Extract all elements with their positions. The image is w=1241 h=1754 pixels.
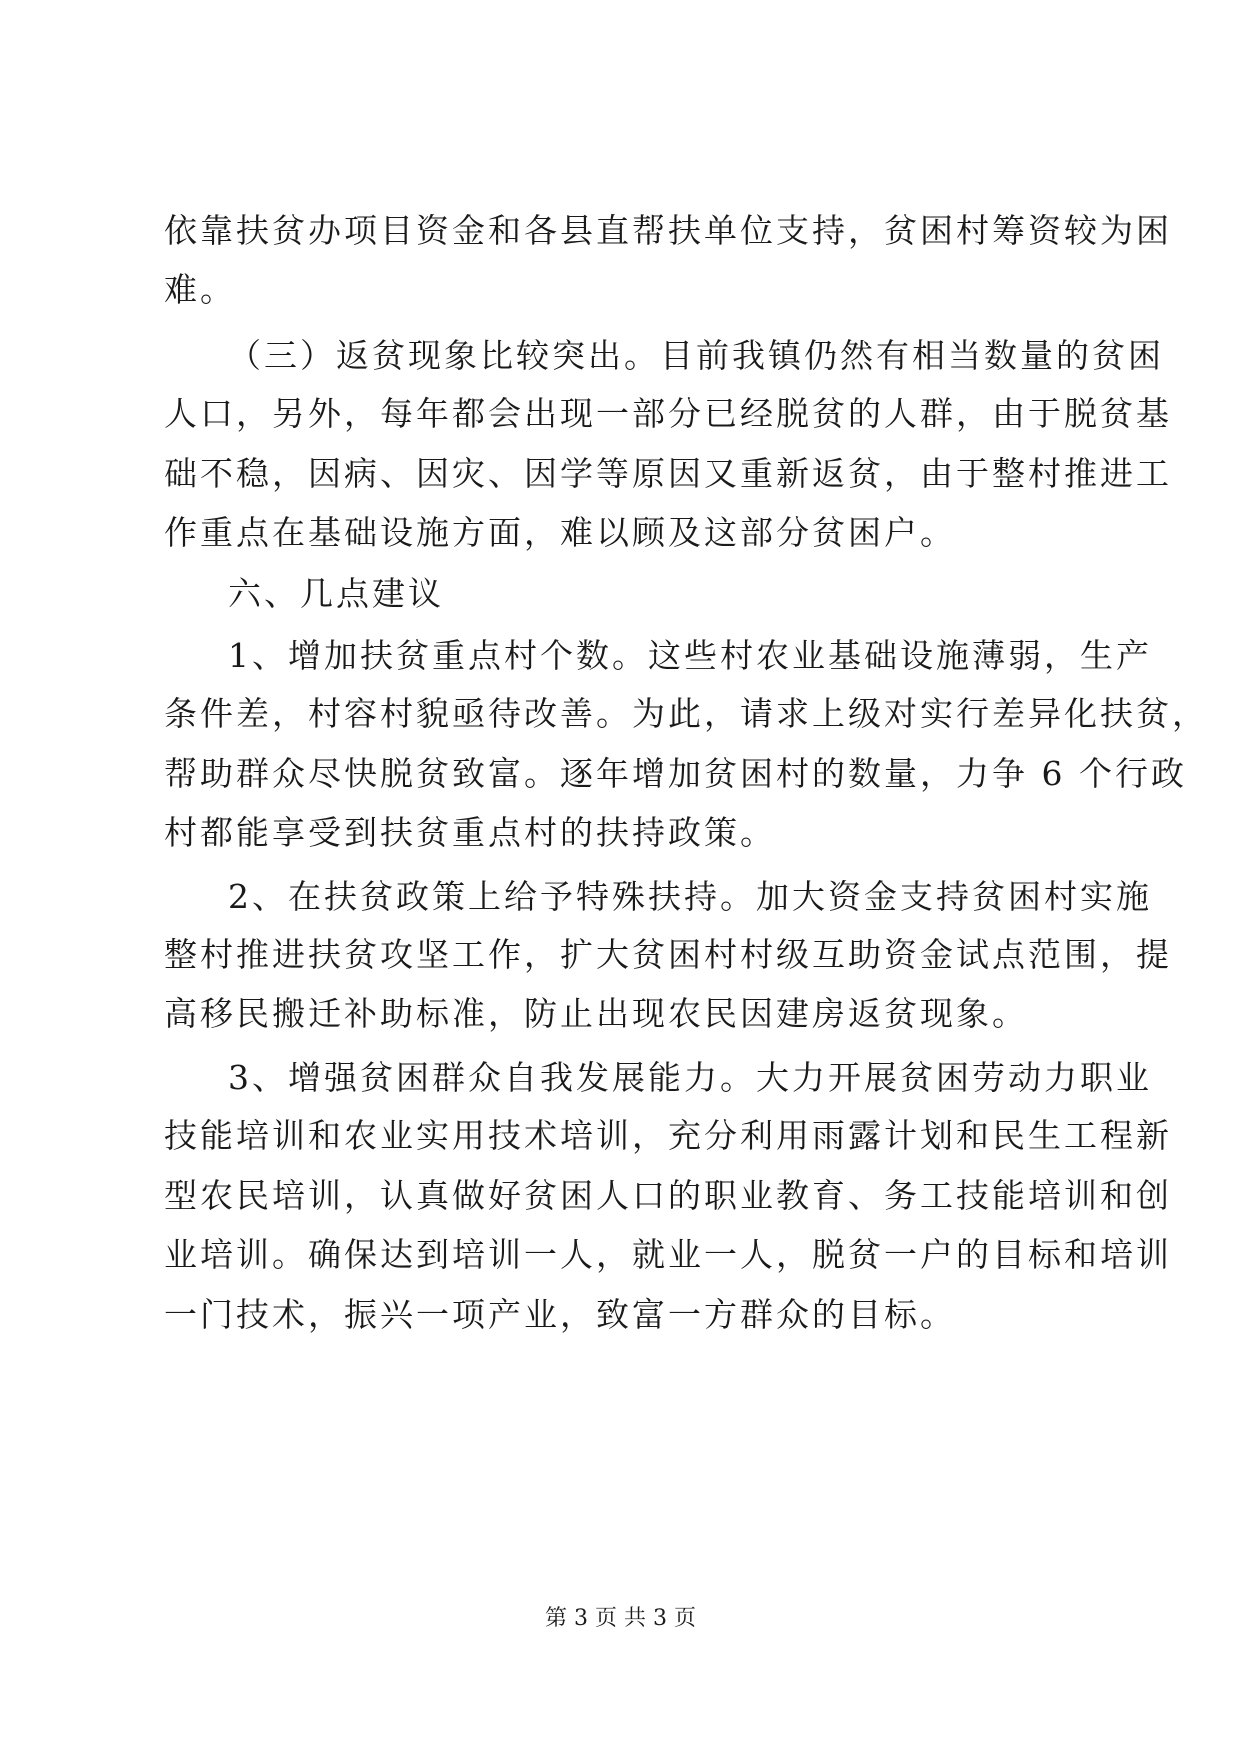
body-line: （三）返贫现象比较突出。目前我镇仍然有相当数量的贫困 xyxy=(228,336,1164,375)
body-line: 难。 xyxy=(164,270,236,309)
body-line: 帮助群众尽快脱贫致富。逐年增加贫困村的数量，力争 6 个行政 xyxy=(164,754,1187,793)
body-line: 高移民搬迁补助标准，防止出现农民因建房返贫现象。 xyxy=(164,994,1028,1033)
body-line: 型农民培训，认真做好贫困人口的职业教育、务工技能培训和创 xyxy=(164,1176,1172,1215)
body-line: 2、在扶贫政策上给予特殊扶持。加大资金支持贫困村实施 xyxy=(228,877,1152,916)
body-line: 础不稳，因病、因灾、因学等原因又重新返贫，由于整村推进工 xyxy=(164,454,1172,493)
body-line: 依靠扶贫办项目资金和各县直帮扶单位支持，贫困村筹资较为困 xyxy=(164,211,1172,250)
body-line: 技能培训和农业实用技术培训，充分利用雨露计划和民生工程新 xyxy=(164,1116,1172,1155)
body-line: 1、增加扶贫重点村个数。这些村农业基础设施薄弱，生产 xyxy=(228,636,1152,675)
section-heading: 六、几点建议 xyxy=(228,574,444,613)
body-line: 人口，另外，每年都会出现一部分已经脱贫的人群，由于脱贫基 xyxy=(164,394,1172,433)
body-line: 整村推进扶贫攻坚工作，扩大贫困村村级互助资金试点范围，提 xyxy=(164,935,1172,974)
page-number-footer: 第 3 页 共 3 页 xyxy=(545,1606,696,1631)
body-line: 作重点在基础设施方面，难以顾及这部分贫困户。 xyxy=(164,513,956,552)
body-line: 3、增强贫困群众自我发展能力。大力开展贫困劳动力职业 xyxy=(228,1058,1152,1097)
body-line: 条件差，村容村貌亟待改善。为此，请求上级对实行差异化扶贫， xyxy=(164,694,1208,733)
body-line: 村都能享受到扶贫重点村的扶持政策。 xyxy=(164,813,776,852)
body-line: 业培训。确保达到培训一人，就业一人，脱贫一户的目标和培训 xyxy=(164,1235,1172,1274)
body-line: 一门技术，振兴一项产业，致富一方群众的目标。 xyxy=(164,1295,956,1334)
